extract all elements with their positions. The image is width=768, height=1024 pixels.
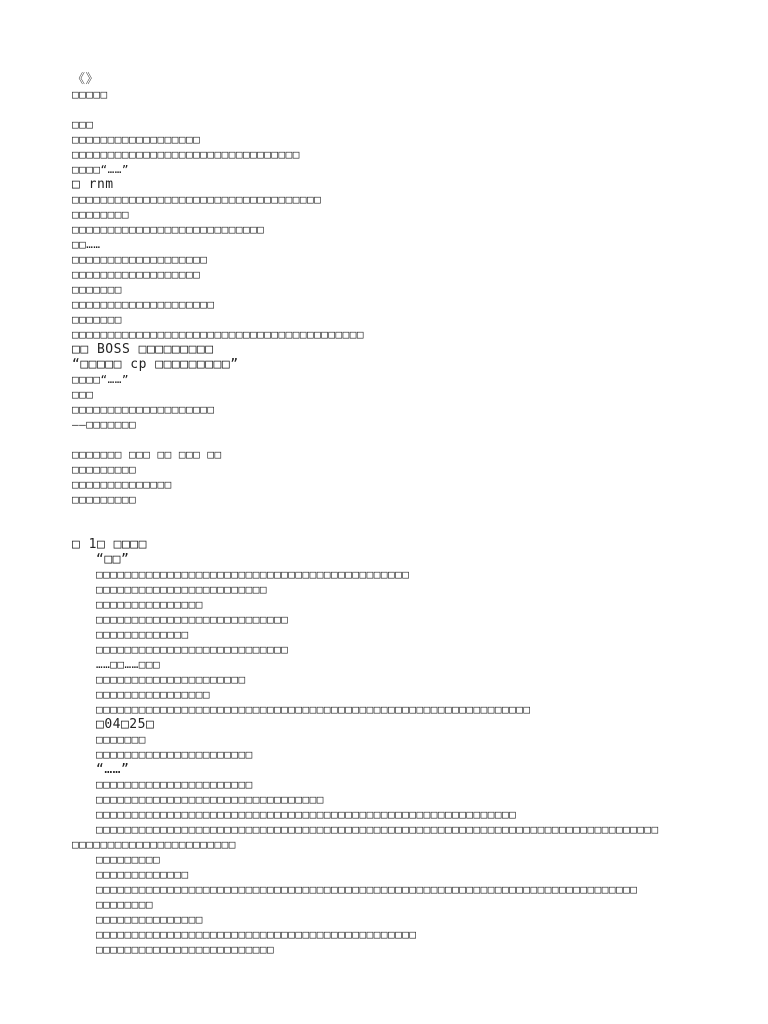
chapter-line: □□□□□□□□□□□□□□□□□□□□□	[96, 673, 246, 686]
intro-line: □□……	[72, 238, 101, 251]
chapter-line: □□□□□□□□□□□□□□□□□□□□□□□□□□□□□□□□□□□□□□□□□□□□□□□□□□□□□□□□□□□□□	[96, 703, 531, 716]
chapter-line: □□□□□□□□□□□□□□□	[96, 598, 203, 611]
chapter-line: ……□□……□□□	[96, 658, 161, 671]
intro-line: □□□□□□□□□□□□□□□□□□□□	[72, 298, 215, 311]
chapter-section	[72, 537, 712, 957]
chapter-line: □□□□□□□□□□□□□	[96, 628, 189, 641]
meta-line: □□□□□□□□□	[72, 463, 137, 476]
chapter-line: □□□□□□□□□□□□□□□□□□□□□□□□□□□□□□□□□□□□□□□□□□□□□□□□□□□□□□□□□□□	[96, 808, 517, 821]
meta-section	[72, 447, 712, 507]
intro-line: □□□□□□□□□□□□□□□□□□□□	[72, 403, 215, 416]
chapter-line: □□□□□□□□□□□□□□□□□□□□□□□□□□□□□□□□□□□□□□□□□□□□□□□□□□□□□□□□□□□□□□□□□□□□□□□□□□□□	[96, 883, 638, 896]
chapter-line: □□□□□□□□□□□□□□□□□□□□□□□□□□□	[96, 643, 289, 656]
chapter-line: □□□□□□□□□	[96, 853, 161, 866]
intro-line: ——□□□□□□□	[72, 418, 137, 431]
chapter-line: □□□□□□□□□□□□□□□□□□□□□□□□□□□□□□□□□□□□□□□□□□□□□□□□□□□□□□□□□□□□□□□□□□□□□□□□□□□□□□□	[96, 823, 659, 836]
intro-line: □□□□□□□□□□□□□□□□□□□□□□□□□□□□□□□□□□□	[72, 193, 322, 206]
blank-line	[72, 102, 712, 117]
chapter-wrap-line: □□□□□□□□□□□□□□□□□□□□□□□	[72, 838, 236, 851]
intro-line: □□□□□□□□□□□□□□□□□□□□□□□□□□□□□□□□	[72, 148, 300, 161]
chapter-line: □□□□□□□□□□□□□□□□□□□□□□□□	[96, 583, 267, 596]
chapter-line: □□□□□□□□□□□□□□□□□□□□□□□□□□□□□□□□□□□□□□□□□□□□□	[96, 928, 417, 941]
chapter-line: □□□□□□□□	[96, 898, 153, 911]
meta-line: □□□□□□□□□□□□□□	[72, 478, 172, 491]
intro-line: □□□□“……”	[72, 373, 129, 386]
chapter-line: □□□□□□□□□□□□□	[96, 868, 189, 881]
chapter-heading: □ 1□ □□□□	[72, 537, 147, 552]
chapter-line: □□□□□□□□□□□□□□□□□□□□□□□□□□□	[96, 613, 289, 626]
intro-line: “□□□□□ cp □□□□□□□□□”	[72, 357, 239, 372]
intro-line: □□□	[72, 118, 94, 131]
intro-line: □□□□□□□□□□□□□□□□□□	[72, 133, 201, 146]
document-page	[72, 72, 712, 957]
intro-line: □□□	[72, 388, 94, 401]
chapter-line: □□□□□□□□□□□□□□□□□□□□□□	[96, 778, 253, 791]
book-title: □□□□□	[72, 88, 108, 101]
intro-line: □□□□□□□□□□□□□□□□□□	[72, 268, 201, 281]
chapter-line: □□□□□□□□□□□□□□□□□□□□□□□□□	[96, 943, 275, 956]
meta-line: □□□□□□□□□	[72, 493, 137, 506]
chapter-line: “□□”	[96, 552, 130, 567]
chapter-line: □□□□□□□□□□□□□□□□□□□□□□□□□□□□□□□□	[96, 793, 324, 806]
chapter-line: “……”	[96, 762, 130, 777]
chapter-line: □□□□□□□□□□□□□□□□□□□□□□□□□□□□□□□□□□□□□□□□□□□□	[96, 568, 410, 581]
intro-line: □□□□□□□	[72, 283, 122, 296]
blank-gap	[72, 507, 712, 537]
intro-section	[72, 72, 712, 432]
intro-line: □□□□□□□	[72, 313, 122, 326]
chapter-line: □□□□□□□□□□□□□□□□	[96, 688, 210, 701]
chapter-line: □□□□□□□□□□□□□□□□□□□□□□	[96, 748, 253, 761]
blank-line	[72, 432, 712, 447]
chapter-line: □04□25□	[96, 717, 155, 732]
intro-line: □□□□“……”	[72, 163, 129, 176]
chapter-line: □□□□□□□	[96, 733, 146, 746]
book-title-brackets: 《》	[72, 72, 100, 87]
meta-line: □□□□□□□ □□□ □□ □□□ □□	[72, 448, 222, 461]
chapter-line: □□□□□□□□□□□□□□□	[96, 913, 203, 926]
intro-line: □□□□□□□□□□□□□□□□□□□□□□□□□□□	[72, 223, 265, 236]
intro-line: □□□□□□□□□□□□□□□□□□□	[72, 253, 208, 266]
intro-line: □□ BOSS □□□□□□□□□	[72, 342, 214, 357]
intro-line: □□□□□□□□□□□□□□□□□□□□□□□□□□□□□□□□□□□□□□□□□	[72, 328, 365, 341]
intro-line: □ rnm	[72, 177, 114, 192]
intro-line: □□□□□□□□	[72, 208, 129, 221]
